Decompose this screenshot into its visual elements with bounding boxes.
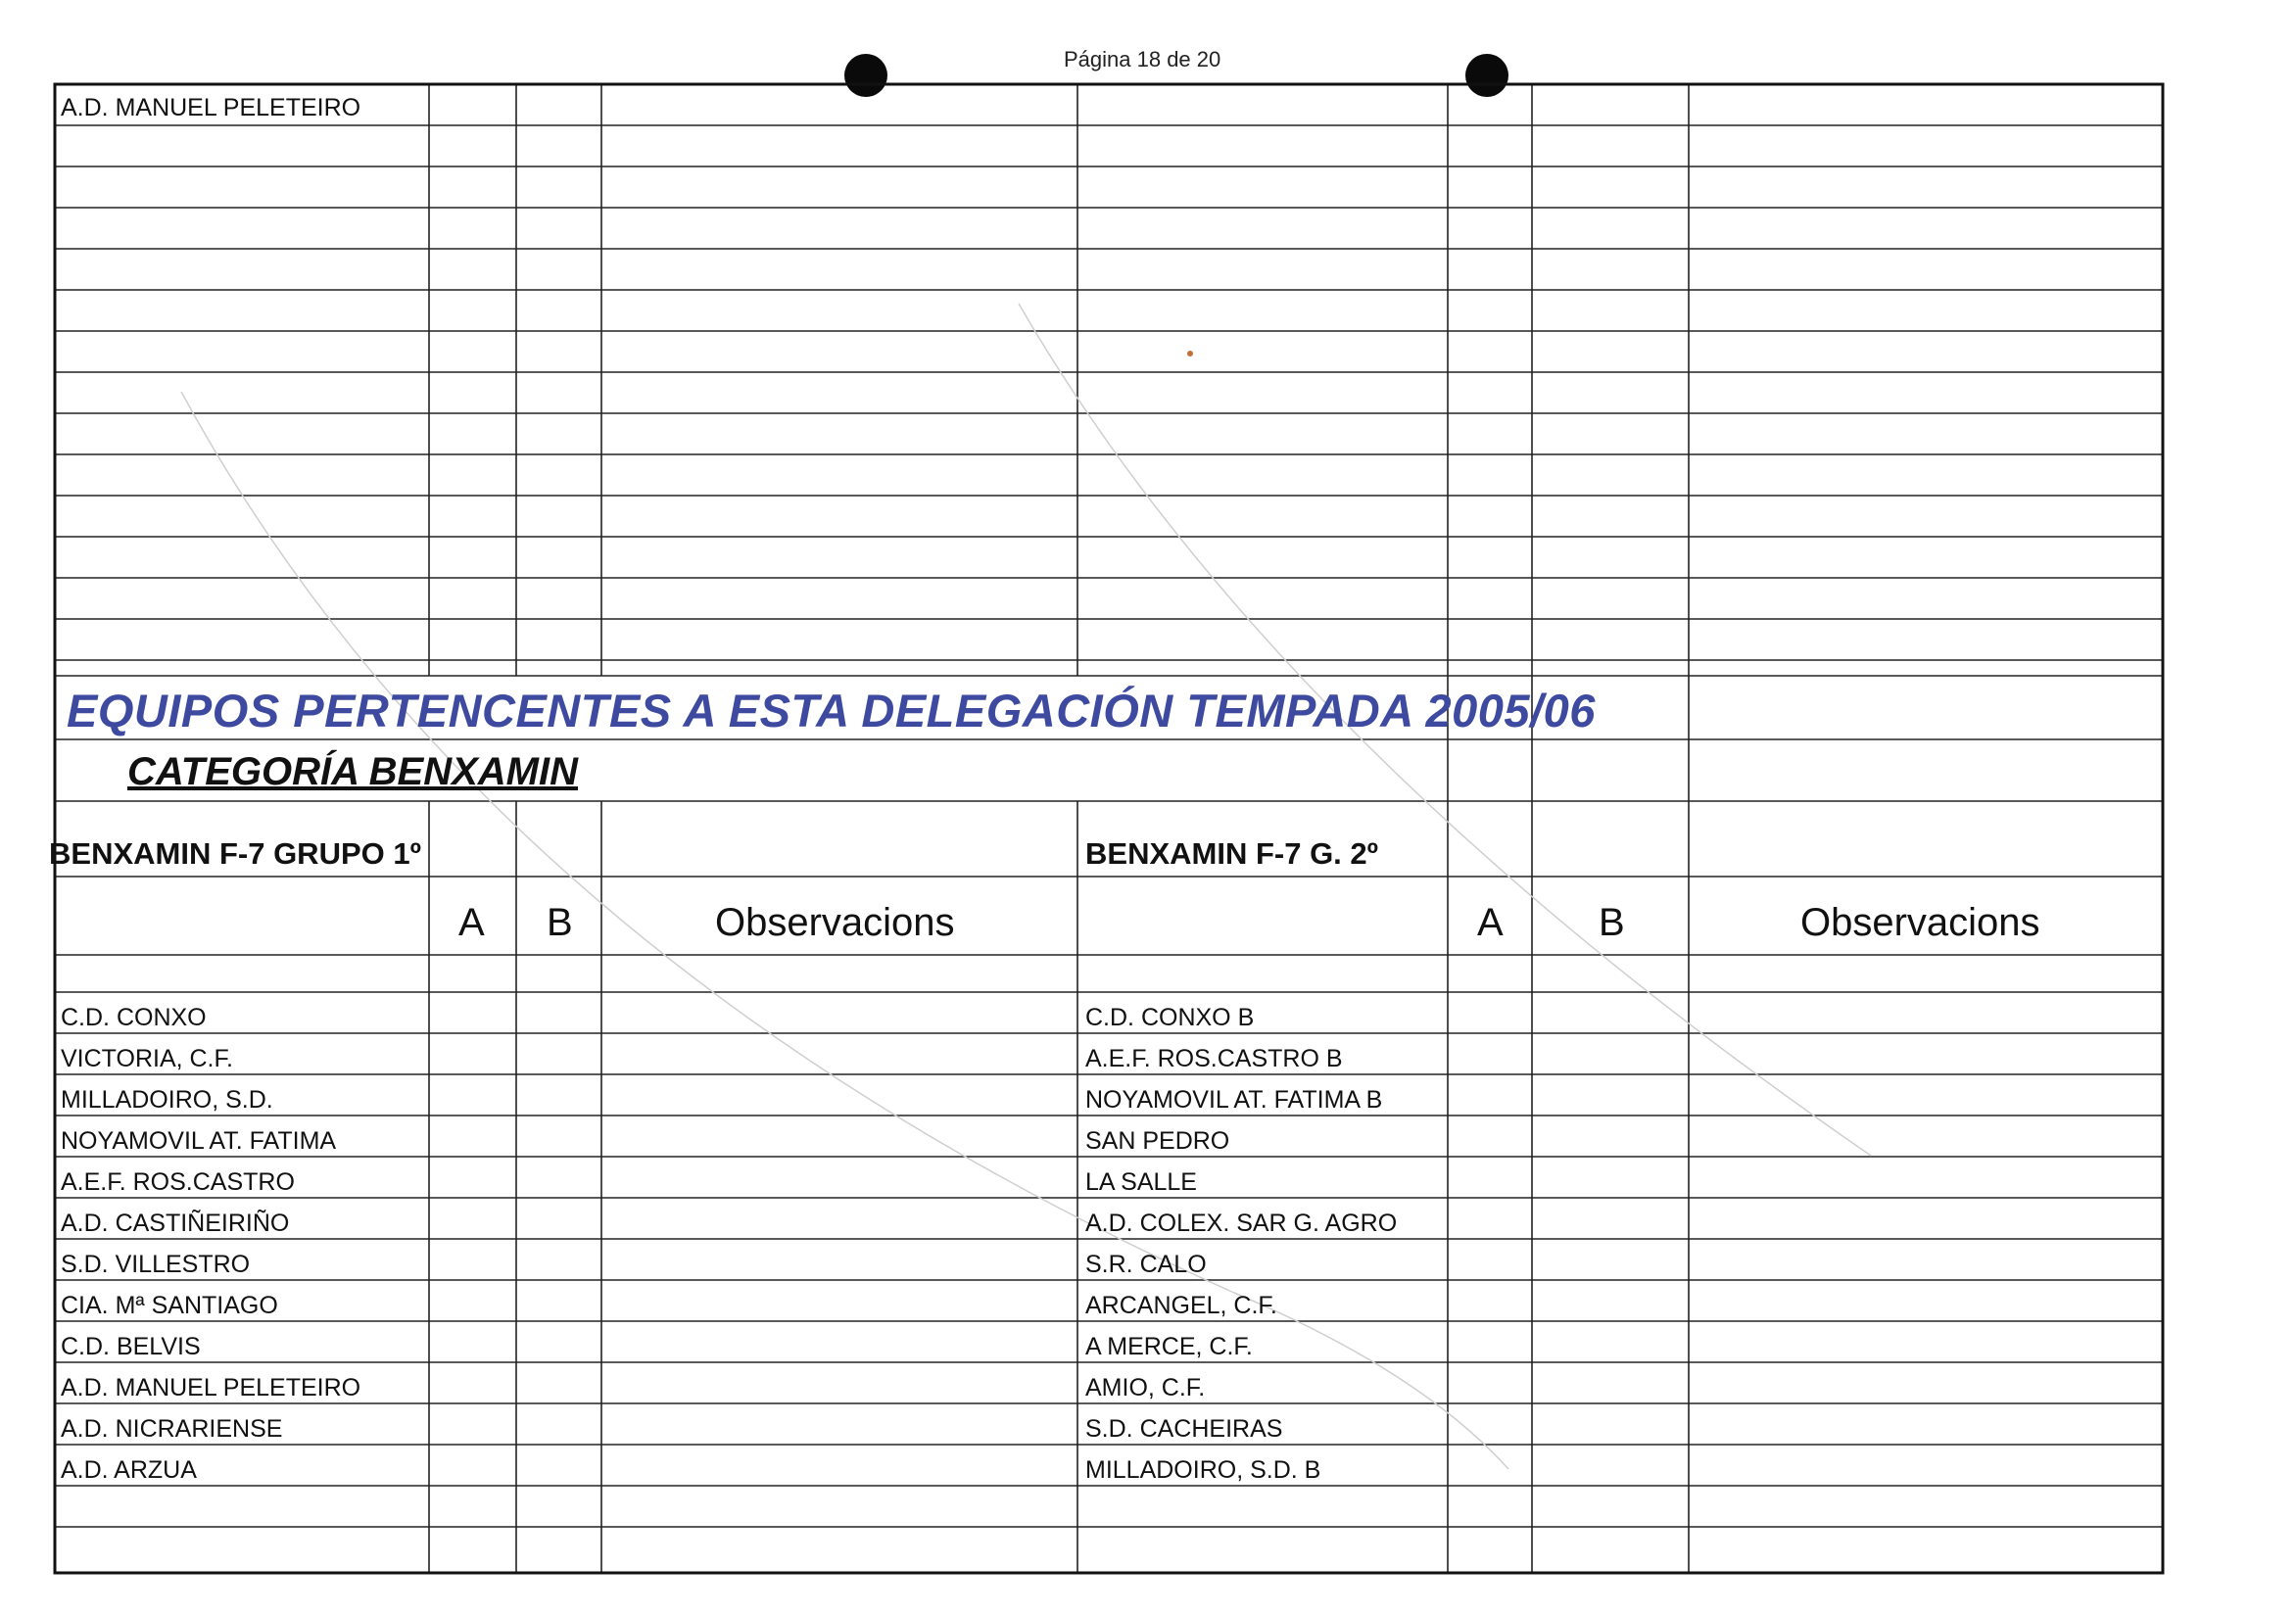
table-row-group2-team: NOYAMOVIL AT. FATIMA B bbox=[1085, 1086, 1383, 1114]
group1-col-obs: Observacions bbox=[715, 901, 955, 944]
table-row-group1-team: A.D. ARZUA bbox=[61, 1456, 197, 1484]
group2-col-b: B bbox=[1599, 901, 1625, 944]
table-row-group2-team: C.D. CONXO B bbox=[1085, 1004, 1255, 1031]
category-title: CATEGORÍA BENXAMIN bbox=[127, 750, 578, 793]
table-row-group1-team: NOYAMOVIL AT. FATIMA bbox=[61, 1127, 337, 1155]
table-row-group1-team: C.D. CONXO bbox=[61, 1004, 207, 1031]
table-row-group1-team: A.D. MANUEL PELETEIRO bbox=[61, 1374, 361, 1401]
group2-col-obs: Observacions bbox=[1800, 901, 2040, 944]
section-title: EQUIPOS PERTENCENTES A ESTA DELEGACIÓN TEMPADA 2005/06 bbox=[67, 685, 1596, 736]
table-row-group2-team: AMIO, C.F. bbox=[1085, 1374, 1206, 1401]
table-row-group1-team: MILLADOIRO, S.D. bbox=[61, 1086, 273, 1114]
table-row-group1-team: A.D. NICRARIENSE bbox=[61, 1415, 283, 1443]
table-row-group1-team: CIA. Mª SANTIAGO bbox=[61, 1292, 278, 1319]
table-row-group2-team: MILLADOIRO, S.D. B bbox=[1085, 1456, 1321, 1484]
group1-title: BENXAMIN F-7 GRUPO 1º bbox=[49, 836, 421, 871]
table-row-group2-team: S.D. CACHEIRAS bbox=[1085, 1415, 1283, 1443]
table-row-group2-team: LA SALLE bbox=[1085, 1168, 1197, 1196]
table-row-group2-team: A.D. COLEX. SAR G. AGRO bbox=[1085, 1210, 1398, 1237]
group2-col-a: A bbox=[1477, 901, 1504, 944]
top-first-team: A.D. MANUEL PELETEIRO bbox=[61, 94, 361, 121]
table-row-group1-team: VICTORIA, C.F. bbox=[61, 1045, 233, 1072]
table-row-group2-team: SAN PEDRO bbox=[1085, 1127, 1230, 1155]
table-row-group2-team: A.E.F. ROS.CASTRO B bbox=[1085, 1045, 1343, 1072]
group1-col-b: B bbox=[547, 901, 573, 944]
group1-col-a: A bbox=[458, 901, 485, 944]
table-row-group2-team: S.R. CALO bbox=[1085, 1251, 1207, 1278]
page-header: Página 18 de 20 bbox=[1064, 47, 1221, 71]
table-row-group1-team: A.E.F. ROS.CASTRO bbox=[61, 1168, 295, 1196]
group2-title: BENXAMIN F-7 G. 2º bbox=[1085, 836, 1378, 871]
table-row-group1-team: S.D. VILLESTRO bbox=[61, 1251, 251, 1278]
table-row-group1-team: C.D. BELVIS bbox=[61, 1333, 201, 1360]
table-row-group2-team: A MERCE, C.F. bbox=[1085, 1333, 1253, 1360]
scan-speck bbox=[1187, 351, 1193, 356]
table-row-group1-team: A.D. CASTIÑEIRIÑO bbox=[61, 1210, 290, 1237]
table-row-group2-team: ARCANGEL, C.F. bbox=[1085, 1292, 1277, 1319]
